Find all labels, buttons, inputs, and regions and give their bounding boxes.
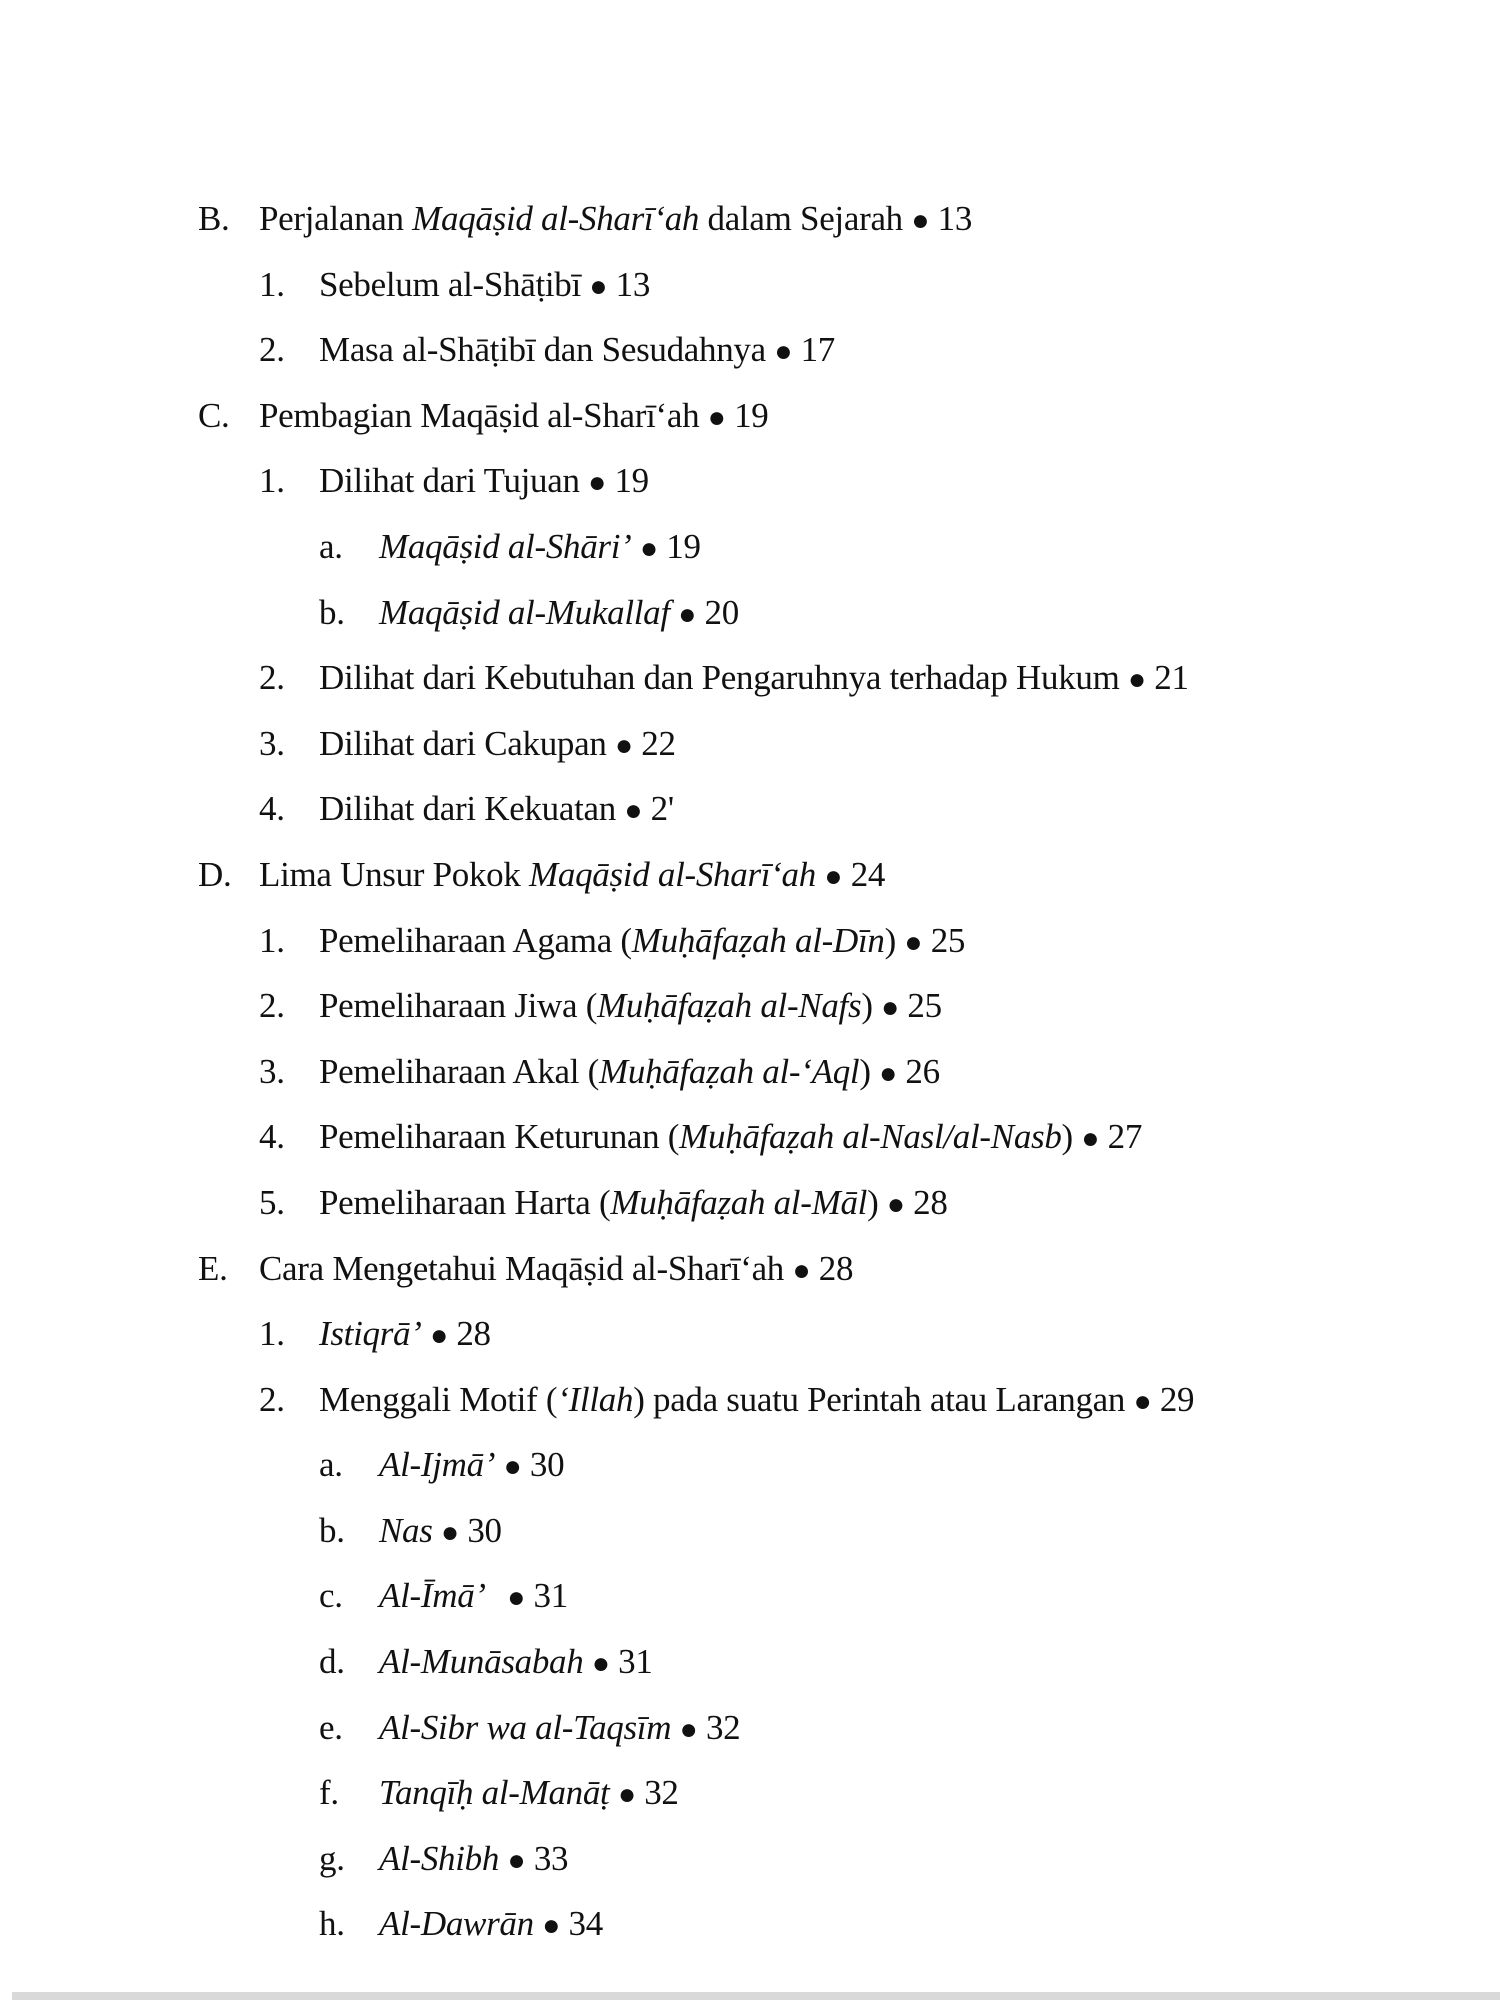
- toc-title-segment: ): [861, 986, 873, 1026]
- toc-title-segment: Pemeliharaan Keturunan (: [319, 1117, 680, 1157]
- toc-entry-number: f.: [319, 1773, 339, 1813]
- bullet-separator-icon: ●: [589, 269, 608, 303]
- toc-entry-title: [259, 186, 972, 254]
- toc-title-segment: ): [884, 920, 896, 960]
- toc-title-italic-segment: Al-Ijmā’: [379, 1445, 496, 1485]
- toc-entry[interactable]: [0, 1236, 1500, 1302]
- table-of-contents: [0, 186, 1500, 1957]
- bullet-separator-icon: ●: [639, 531, 658, 565]
- toc-title-segment: dalam Sejarah: [699, 199, 903, 238]
- toc-entry-title: [379, 1760, 679, 1828]
- toc-entry[interactable]: [0, 1629, 1500, 1695]
- bullet-separator-icon: ●: [507, 1581, 526, 1615]
- toc-entry-number: 2.: [259, 658, 285, 698]
- bullet-separator-icon: ●: [707, 400, 726, 434]
- toc-title-segment: Lima Unsur Pokok: [259, 854, 530, 894]
- toc-entry-number: b.: [319, 592, 345, 632]
- toc-title-italic-segment: Tanqīḥ al-Manāṭ: [379, 1773, 610, 1813]
- toc-entry[interactable]: [0, 383, 1500, 449]
- toc-entry-number: B.: [198, 199, 230, 238]
- bullet-separator-icon: ●: [879, 1056, 897, 1090]
- toc-entry-title: [319, 1104, 1142, 1172]
- toc-page-number: 28: [913, 1182, 948, 1222]
- toc-page-number: 22: [641, 723, 676, 763]
- toc-entry-number: 2.: [259, 330, 285, 370]
- toc-entry[interactable]: [0, 776, 1500, 842]
- toc-entry-title: [319, 317, 835, 385]
- toc-entry-title: [319, 1301, 491, 1369]
- toc-title-segment: Pemeliharaan Harta (: [319, 1182, 611, 1222]
- toc-entry-title: [379, 514, 701, 582]
- toc-entry[interactable]: [0, 1432, 1500, 1498]
- toc-entry[interactable]: [0, 1695, 1500, 1761]
- toc-page-number: 26: [905, 1051, 940, 1091]
- toc-entry[interactable]: [0, 1104, 1500, 1170]
- toc-entry-title: [379, 1629, 653, 1697]
- bullet-separator-icon: ●: [1081, 1122, 1100, 1156]
- toc-page-number: 31: [533, 1576, 568, 1616]
- toc-entry-title: [319, 645, 1189, 713]
- toc-entry-number: C.: [198, 395, 230, 435]
- toc-entry-number: 3.: [259, 723, 285, 763]
- toc-title-segment: Pemeliharaan Jiwa (: [319, 986, 598, 1026]
- toc-entry-number: D.: [198, 854, 232, 894]
- toc-entry[interactable]: [0, 908, 1500, 974]
- bullet-separator-icon: ●: [507, 1843, 526, 1877]
- toc-entry-title: [319, 973, 942, 1041]
- toc-entry-number: a.: [319, 526, 343, 566]
- toc-title-segment: Dilihat dari Kebutuhan dan Pengaruhnya terhadap Hukum: [319, 658, 1120, 698]
- bullet-separator-icon: ●: [1128, 663, 1146, 697]
- toc-title-italic-segment: Istiqrā’: [319, 1314, 422, 1354]
- toc-page-number: 25: [907, 986, 942, 1026]
- bullet-separator-icon: ●: [911, 204, 930, 237]
- toc-title-segment: Masa al-Shāṭibī dan Sesudahnya: [319, 330, 766, 370]
- toc-title-segment: ): [859, 1051, 871, 1091]
- toc-entry-title: [379, 1498, 502, 1566]
- toc-title-segment: Pemeliharaan Agama (: [319, 920, 632, 960]
- toc-entry-number: c.: [319, 1576, 343, 1616]
- bullet-separator-icon: ●: [886, 1187, 905, 1221]
- toc-entry-number: 2.: [259, 1379, 285, 1419]
- toc-page-number: 32: [705, 1707, 741, 1747]
- toc-page-number: 31: [618, 1642, 653, 1682]
- toc-entry[interactable]: [0, 186, 1500, 252]
- toc-entry-title: [379, 1891, 603, 1959]
- bullet-separator-icon: ●: [591, 1647, 610, 1681]
- bullet-separator-icon: ●: [503, 1450, 522, 1484]
- toc-title-italic-segment: Muḥāfaẓah al-Nasl/al-Nasb: [679, 1117, 1062, 1157]
- toc-title-italic-segment: Maqāṣid al-Sharī‘ah: [412, 199, 700, 238]
- toc-entry-number: E.: [198, 1248, 228, 1288]
- toc-page-number: 13: [615, 264, 651, 304]
- toc-entry[interactable]: [0, 1039, 1500, 1105]
- toc-entry-title: [319, 1039, 940, 1107]
- toc-entry-number: 4.: [259, 1117, 285, 1157]
- toc-title-segment: Dilihat dari Tujuan: [319, 461, 580, 501]
- bullet-separator-icon: ●: [615, 728, 633, 762]
- toc-entry[interactable]: [0, 1563, 1500, 1629]
- toc-page-number: 19: [614, 461, 649, 501]
- bullet-separator-icon: ●: [792, 1253, 811, 1287]
- toc-page-number: 17: [800, 330, 836, 370]
- toc-entry-number: 1.: [259, 461, 285, 501]
- toc-entry[interactable]: [0, 1301, 1500, 1367]
- toc-title-italic-segment: Al-Shibh: [379, 1838, 500, 1878]
- toc-entry-number: 1.: [259, 1314, 285, 1354]
- toc-title-italic-segment: Muḥāfaẓah al-Māl: [610, 1182, 868, 1222]
- toc-entry-title: [319, 1170, 948, 1238]
- toc-entry-number: e.: [319, 1707, 343, 1747]
- toc-entry[interactable]: [0, 1170, 1500, 1236]
- toc-entry[interactable]: [0, 711, 1500, 777]
- toc-title-segment: ): [867, 1182, 879, 1222]
- toc-page-number: 29: [1159, 1379, 1195, 1419]
- bullet-separator-icon: ●: [881, 991, 899, 1025]
- toc-title-italic-segment: Al-Sibr wa al-Taqsīm: [379, 1707, 672, 1747]
- toc-entry-title: [259, 842, 885, 910]
- toc-entry-title: [319, 908, 965, 976]
- toc-entry[interactable]: [0, 1826, 1500, 1892]
- toc-page-number: 2': [650, 789, 674, 829]
- toc-page-number: 21: [1154, 658, 1189, 698]
- toc-title-italic-segment: Al-Īmā’: [379, 1576, 499, 1616]
- toc-entry[interactable]: [0, 973, 1500, 1039]
- toc-entry[interactable]: [0, 448, 1500, 514]
- bullet-separator-icon: ●: [624, 794, 643, 828]
- toc-title-italic-segment: Muḥāfaẓah al-Dīn: [631, 920, 885, 960]
- toc-entry-title: [319, 776, 674, 844]
- toc-title-italic-segment: Maqāṣid al-Mukallaf: [379, 592, 670, 632]
- toc-page-number: 19: [734, 395, 769, 435]
- toc-entry[interactable]: [0, 514, 1500, 580]
- toc-title-segment: ): [1061, 1117, 1073, 1157]
- toc-entry-number: a.: [319, 1445, 343, 1485]
- bullet-separator-icon: ●: [1133, 1384, 1152, 1418]
- bullet-separator-icon: ●: [824, 859, 843, 893]
- toc-entry[interactable]: [0, 252, 1500, 318]
- toc-entry-title: [319, 1367, 1194, 1435]
- bullet-separator-icon: ●: [430, 1319, 448, 1353]
- toc-page-number: 28: [818, 1248, 854, 1288]
- toc-entry[interactable]: [0, 317, 1500, 383]
- toc-entry-number: 4.: [259, 789, 285, 829]
- toc-page-number: 19: [666, 526, 701, 566]
- toc-entry-title: [379, 1826, 568, 1894]
- toc-entry[interactable]: [0, 1891, 1500, 1957]
- toc-entry-title: [319, 711, 676, 779]
- toc-entry-number: 2.: [259, 986, 285, 1026]
- toc-title-segment: Dilihat dari Cakupan: [319, 723, 607, 763]
- bullet-separator-icon: ●: [617, 1778, 636, 1812]
- toc-title-segment: Dilihat dari Kekuatan: [319, 789, 616, 829]
- toc-entry-number: 1.: [259, 920, 285, 960]
- toc-title-italic-segment: Maqāṣid al-Shāri’: [379, 526, 632, 566]
- toc-page-number: 27: [1107, 1117, 1143, 1157]
- toc-page-number: 20: [704, 592, 739, 632]
- toc-entry-title: [259, 383, 768, 451]
- toc-title-segment: Menggali Motif (: [319, 1379, 558, 1419]
- toc-title-italic-segment: Muḥāfaẓah al-‘Aql: [599, 1051, 860, 1091]
- toc-entry[interactable]: [0, 645, 1500, 711]
- toc-title-segment: Pemeliharaan Akal (: [319, 1051, 600, 1091]
- toc-entry-number: d.: [319, 1642, 345, 1682]
- toc-entry-title: [259, 1236, 853, 1304]
- toc-entry-number: 5.: [259, 1182, 285, 1222]
- toc-entry-number: 3.: [259, 1051, 285, 1091]
- toc-title-segment: Pembagian Maqāṣid al-Sharī‘ah: [259, 395, 700, 435]
- bullet-separator-icon: ●: [588, 466, 606, 500]
- toc-title-italic-segment: Al-Munāsabah: [379, 1642, 584, 1682]
- toc-title-segment: ) pada suatu Perintah atau Larangan: [633, 1379, 1126, 1419]
- toc-title-segment: Perjalanan: [259, 199, 413, 238]
- toc-entry-title: [379, 1563, 568, 1631]
- toc-entry-number: 1.: [259, 264, 285, 304]
- toc-entry[interactable]: [0, 1367, 1500, 1433]
- toc-page-number: 32: [644, 1773, 679, 1813]
- toc-entry[interactable]: [0, 1760, 1500, 1826]
- toc-title-italic-segment: Nas: [379, 1510, 433, 1550]
- bullet-separator-icon: ●: [774, 335, 793, 369]
- toc-title-segment: Sebelum al-Shāṭibī: [319, 264, 581, 304]
- toc-entry-title: [319, 252, 650, 320]
- toc-entry[interactable]: [0, 1498, 1500, 1564]
- toc-page-number: 24: [850, 854, 886, 894]
- toc-entry[interactable]: [0, 580, 1500, 646]
- toc-title-italic-segment: ‘Illah: [557, 1379, 634, 1419]
- bottom-scroll-edge: [12, 1992, 1500, 2000]
- bullet-separator-icon: ●: [678, 597, 697, 631]
- toc-page-number: 13: [937, 199, 973, 238]
- toc-page-number: 30: [467, 1510, 502, 1550]
- bullet-separator-icon: ●: [679, 1712, 698, 1746]
- toc-page-number: 30: [529, 1445, 565, 1485]
- toc-title-italic-segment: Al-Dawrān: [379, 1904, 534, 1944]
- bullet-separator-icon: ●: [542, 1909, 561, 1943]
- toc-entry-title: [379, 1432, 564, 1500]
- toc-entry[interactable]: [0, 842, 1500, 908]
- bullet-separator-icon: ●: [441, 1515, 459, 1549]
- toc-title-segment: Cara Mengetahui Maqāṣid al-Sharī‘ah: [259, 1248, 785, 1288]
- toc-title-italic-segment: Maqāṣid al-Sharī‘ah: [529, 854, 816, 894]
- toc-entry-title: [379, 580, 739, 648]
- toc-entry-number: h.: [319, 1904, 345, 1944]
- toc-entry-number: g.: [319, 1838, 345, 1878]
- toc-entry-number: b.: [319, 1510, 345, 1550]
- toc-page-number: 28: [456, 1314, 491, 1354]
- bullet-separator-icon: ●: [904, 925, 923, 959]
- toc-title-italic-segment: Muḥāfaẓah al-Nafs: [597, 986, 862, 1026]
- toc-entry-title: [379, 1695, 740, 1763]
- toc-page-number: 25: [930, 920, 966, 960]
- toc-entry-title: [319, 448, 649, 516]
- toc-page-number: 33: [533, 1838, 569, 1878]
- toc-page-number: 34: [568, 1904, 603, 1944]
